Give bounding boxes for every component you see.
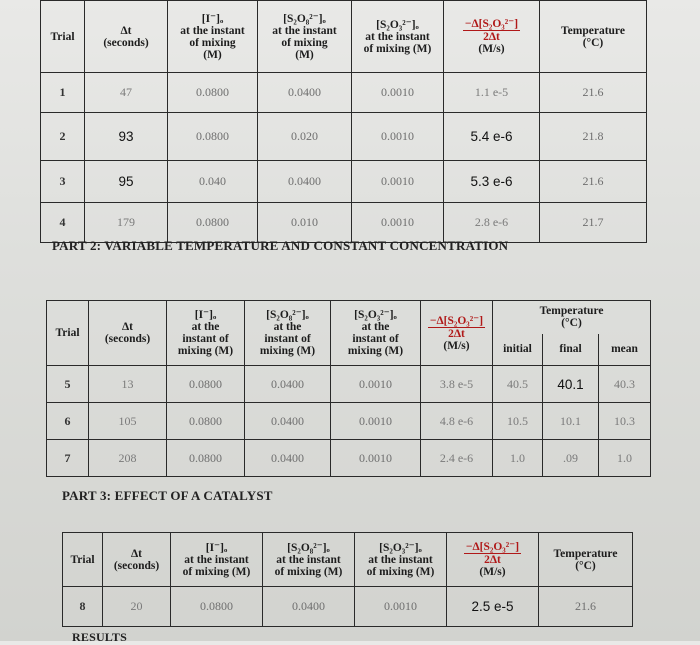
p1-trial: 2: [41, 113, 85, 161]
part2-heading: PART 2: VARIABLE TEMPERATURE AND CONSTANT CONCENTRATION: [52, 238, 509, 253]
p1-thiosulfate: 0.0010: [352, 161, 444, 203]
results-heading: RESULTS: [72, 630, 127, 644]
p1-iodide: 0.0800: [168, 73, 258, 113]
p1-trial: 3: [41, 161, 85, 203]
p1-iodide: 0.0800: [168, 203, 258, 243]
p2-thiosulfate: 0.0010: [331, 440, 421, 477]
p1-iodide: 0.040: [168, 161, 258, 203]
p2-temp-final: .09: [543, 440, 599, 477]
p2-rate: 2.4 e-6: [421, 440, 493, 477]
p1-header-temperature: Temperature (°C): [540, 1, 647, 73]
p2-dt: 105: [89, 403, 167, 440]
p1-header-trial: Trial: [41, 1, 85, 73]
table-row: [41, 161, 647, 203]
p1-header-iodide: [I⁻]ₒ at the instant of mixing (M): [168, 1, 258, 73]
p2-header-initial: initial: [493, 334, 543, 366]
p1-rate: 5.4 e-6: [444, 113, 540, 161]
p2-rate: 3.8 e-5: [421, 366, 493, 403]
p1-trial: 4: [41, 203, 85, 243]
p3-header-dt: Δt (seconds): [103, 533, 171, 587]
p3-iodide: 0.0800: [171, 587, 263, 627]
table-row: [63, 587, 633, 627]
p2-temp-final: 40.1: [543, 366, 599, 403]
p1-rate: 2.8 e-6: [444, 203, 540, 243]
part2-table: [46, 300, 651, 477]
p2-header-mean: mean: [599, 334, 651, 366]
p2-temp-initial: 1.0: [493, 440, 543, 477]
p1-persulfate: 0.0400: [258, 161, 352, 203]
p2-dt: 13: [89, 366, 167, 403]
p3-persulfate: 0.0400: [263, 587, 355, 627]
part3-table: [62, 532, 633, 627]
p3-header-trial: Trial: [63, 533, 103, 587]
p1-dt: 93: [85, 113, 168, 161]
p2-header-rate: $\frac{\text{−Δ[S₂O₃²⁻]}}{2\Delta t}$ (M/s): [421, 301, 493, 366]
part1-table: [40, 0, 647, 243]
p1-header-persulfate: [S₂O₈²⁻]ₒ at the instant of mixing (M): [258, 1, 352, 73]
p2-iodide: 0.0800: [167, 403, 245, 440]
p2-iodide: 0.0800: [167, 366, 245, 403]
p2-header-thiosulfate: [S₂O₃²⁻]ₒ at the instant of mixing (M): [331, 301, 421, 366]
p1-temperature: 21.6: [540, 73, 647, 113]
p3-header-iodide: [I⁻]ₒ at the instant of mixing (M): [171, 533, 263, 587]
p1-thiosulfate: 0.0010: [352, 203, 444, 243]
p2-temp-mean: 1.0: [599, 440, 651, 477]
p1-header-thiosulfate: [S₂O₃²⁻]ₒ at the instant of mixing (M): [352, 1, 444, 73]
p2-thiosulfate: 0.0010: [331, 403, 421, 440]
part3-heading: PART 3: EFFECT OF A CATALYST: [62, 488, 273, 503]
table-row: [47, 440, 651, 477]
p2-temp-initial: 10.5: [493, 403, 543, 440]
p2-header-iodide: [I⁻]ₒ at the instant of mixing (M): [167, 301, 245, 366]
table-row: [41, 203, 647, 243]
p2-temp-initial: 40.5: [493, 366, 543, 403]
p1-rate: 1.1 e-5: [444, 73, 540, 113]
p2-iodide: 0.0800: [167, 440, 245, 477]
p1-persulfate: 0.020: [258, 113, 352, 161]
p1-persulfate: 0.010: [258, 203, 352, 243]
p2-temp-mean: 40.3: [599, 366, 651, 403]
p3-header-temperature: Temperature (°C): [539, 533, 633, 587]
p1-trial: 1: [41, 73, 85, 113]
p1-header-rate: $\frac{\text{−Δ[S₂O₃²⁻]}}{2\Delta t}$ (M/s): [444, 1, 540, 73]
p1-thiosulfate: 0.0010: [352, 73, 444, 113]
p2-header-trial: Trial: [47, 301, 89, 366]
p2-rate: 4.8 e-6: [421, 403, 493, 440]
p2-temp-mean: 10.3: [599, 403, 651, 440]
p1-thiosulfate: 0.0010: [352, 113, 444, 161]
p3-dt: 20: [103, 587, 171, 627]
p1-dt: 47: [85, 73, 168, 113]
p3-header-persulfate: [S₂O₈²⁻]ₒ at the instant of mixing (M): [263, 533, 355, 587]
p2-trial: 5: [47, 366, 89, 403]
p1-dt: 95: [85, 161, 168, 203]
p1-header-dt: Δt (seconds): [85, 1, 168, 73]
p2-thiosulfate: 0.0010: [331, 366, 421, 403]
p2-trial: 6: [47, 403, 89, 440]
table-row: [47, 403, 651, 440]
p2-persulfate: 0.0400: [245, 366, 331, 403]
table-row: [41, 113, 647, 161]
p2-trial: 7: [47, 440, 89, 477]
p2-dt: 208: [89, 440, 167, 477]
table-row: [41, 73, 647, 113]
p1-temperature: 21.8: [540, 113, 647, 161]
p2-header-final: final: [543, 334, 599, 366]
p1-iodide: 0.0800: [168, 113, 258, 161]
p1-dt: 179: [85, 203, 168, 243]
p3-thiosulfate: 0.0010: [355, 587, 447, 627]
p3-header-thiosulfate: [S₂O₃²⁻]ₒ at the instant of mixing (M): [355, 533, 447, 587]
table-row: [47, 366, 651, 403]
p3-header-rate: $\frac{\text{−Δ[S₂O₃²⁻]}}{2\Delta t}$ (M/s): [447, 533, 539, 587]
p3-trial: 8: [63, 587, 103, 627]
p3-temperature: 21.6: [539, 587, 633, 627]
p2-header-dt: Δt (seconds): [89, 301, 167, 366]
p1-persulfate: 0.0400: [258, 73, 352, 113]
p2-persulfate: 0.0400: [245, 403, 331, 440]
p1-rate: 5.3 e-6: [444, 161, 540, 203]
p1-temperature: 21.6: [540, 161, 647, 203]
p2-temp-final: 10.1: [543, 403, 599, 440]
p2-header-persulfate: [S₂O₈²⁻]ₒ at the instant of mixing (M): [245, 301, 331, 366]
p3-rate: 2.5 e-5: [447, 587, 539, 627]
p1-temperature: 21.7: [540, 203, 647, 243]
p2-header-temperature: Temperature (°C): [493, 301, 651, 334]
p2-persulfate: 0.0400: [245, 440, 331, 477]
